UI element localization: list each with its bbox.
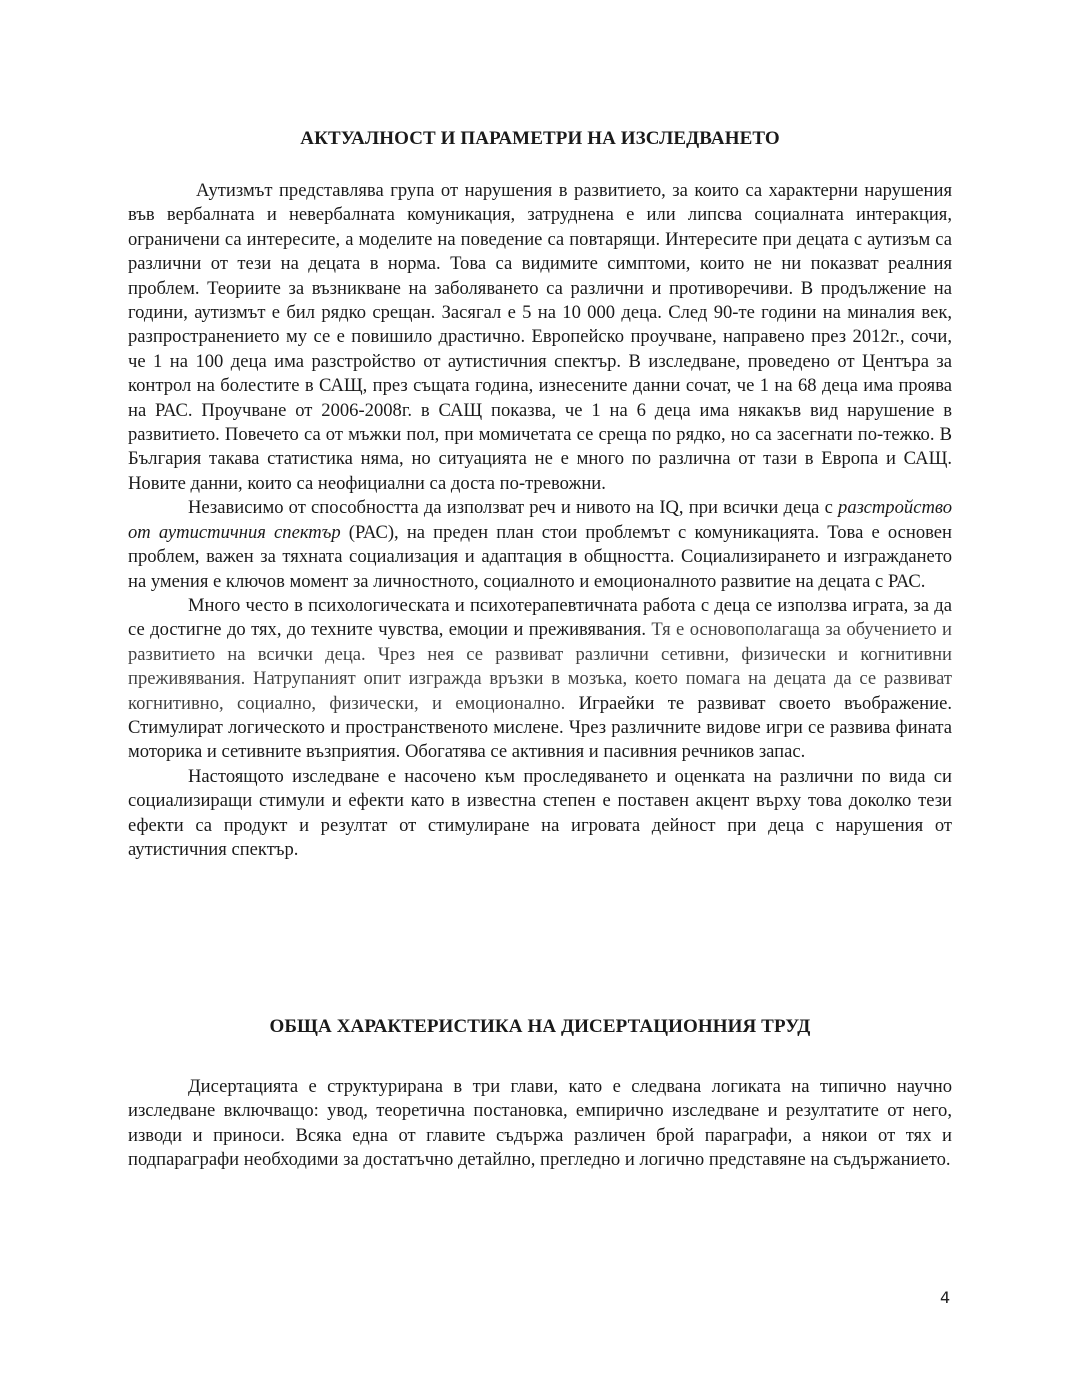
paragraph-communication-text-2: (РАС), на преден план стои проблемът с комуникацията. Това е основен проблем, важен за тяхната социализация и адаптация в общността. Социализирането и изграждането на умения е ключов момент за личностното, социалното и емоционалното развитие на децата с РАС. xyxy=(128,521,952,592)
page-number: 4 xyxy=(940,1288,951,1307)
paragraph-structure: Дисертацията е структурирана в три глави, като е следвана логиката на типично научно изследване включващо: увод, теоретична постановка, емпирично изследване и резултатите от него, изводи и приноси. Всяка една от главите съдържа различен брой параграфи, а някои от тях и подпараграфи необходими за достатъчно детайлно, прегледно и логично представяне на съдържанието. xyxy=(128,1076,952,1171)
section-heading-relevance: АКТУАЛНОСТ И ПАРАМЕТРИ НА ИЗСЛЕДВАНЕТО xyxy=(300,128,780,149)
paragraph-study-aim: Настоящото изследване е насочено към проследяването и оценката на различни по вида си социализиращи стимули и ефекти като в известна степен е поставен акцент върху това доколко тези ефекти са продукт и резултат от стимулиране на игровата дейност при деца с нарушения от аутистичния спектър. xyxy=(128,765,952,860)
paragraph-autism-overview: Аутизмът представлява група от нарушения в развитието, за които са характерни нарушения във вербалната и невербалната комуникация, затруднена е или липсва социалната интеракция, ограничени са интересите, а моделите на поведение са повтарящи. Интересите при децата с аутизъм са различни от тези на децата в норма. Това са видимите симптоми, които не ни показват реалния проблем. Теориите за възникване на заболяването са различни и противоречиви. В продължение на години, аутизмът е бил рядко срещан. Засягал е 5 на 10 000 деца. След 90-те години на миналия век, разпространението му се е повишило драстично. Европейско проучване, направено през 2012г., сочи, че 1 на 100 деца има разстройство от аутистичния спектър. В изследване, проведено от Центъра за контрол на болестите в САЩ, през същата година, изнесените данни сочат, че 1 на 68 деца има проява на РАС. Проучване от 2006-2008г. в САЩ показва, че 1 на 6 деца има някакъв вид нарушение в развитието. Повечето са от мъжки пол, при момичетата се среща по рядко, но са засегнати по-тежко. В България такава статистика няма, но ситуацията не е много по различна от тази в Европа и САЩ. Новите данни, които са неофициални са доста по-тревожни. xyxy=(128,180,952,494)
paragraph-communication-text-1: Независимо от способността да използват реч и нивото на IQ, при всички деца с xyxy=(188,497,839,519)
term-asd-italic: разстройство от аутистичния спектър xyxy=(128,497,952,543)
paragraph-communication xyxy=(128,496,952,594)
section-body-dissertation xyxy=(128,1075,952,1173)
paragraph-play-text-1: Много често в психологическата и психотерапевтичната работа с деца се използва играта, за да се достигне до тях, до техните чувства, емоции и преживявания. xyxy=(128,594,952,641)
paragraph-play-therapy xyxy=(128,594,952,765)
paragraph-play-text-2: Играейки те развиват своето въображение. Стимулират логическото и пространственото мислене. Чрез различните видове игри се развива фината моторика и сетивните възприятия. Обогатява се активния и пасивния речников запас. xyxy=(128,692,952,763)
section-heading-dissertation: ОБЩА ХАРАКТЕРИСТИКА НА ДИСЕРТАЦИОННИЯ ТРУД xyxy=(269,1016,811,1037)
section-body-relevance xyxy=(128,179,952,862)
paragraph-play-quoted-text: Тя е основополагаща за обучението и развитието на всички деца. Чрез нея се развиват различни сетивни, физически и когнитивни преживявания. Натрупаният опит изгражда връзки в мозъка, което помага на децата да се развиват когнитивно, социално, физически, и емоционално. xyxy=(128,619,952,714)
